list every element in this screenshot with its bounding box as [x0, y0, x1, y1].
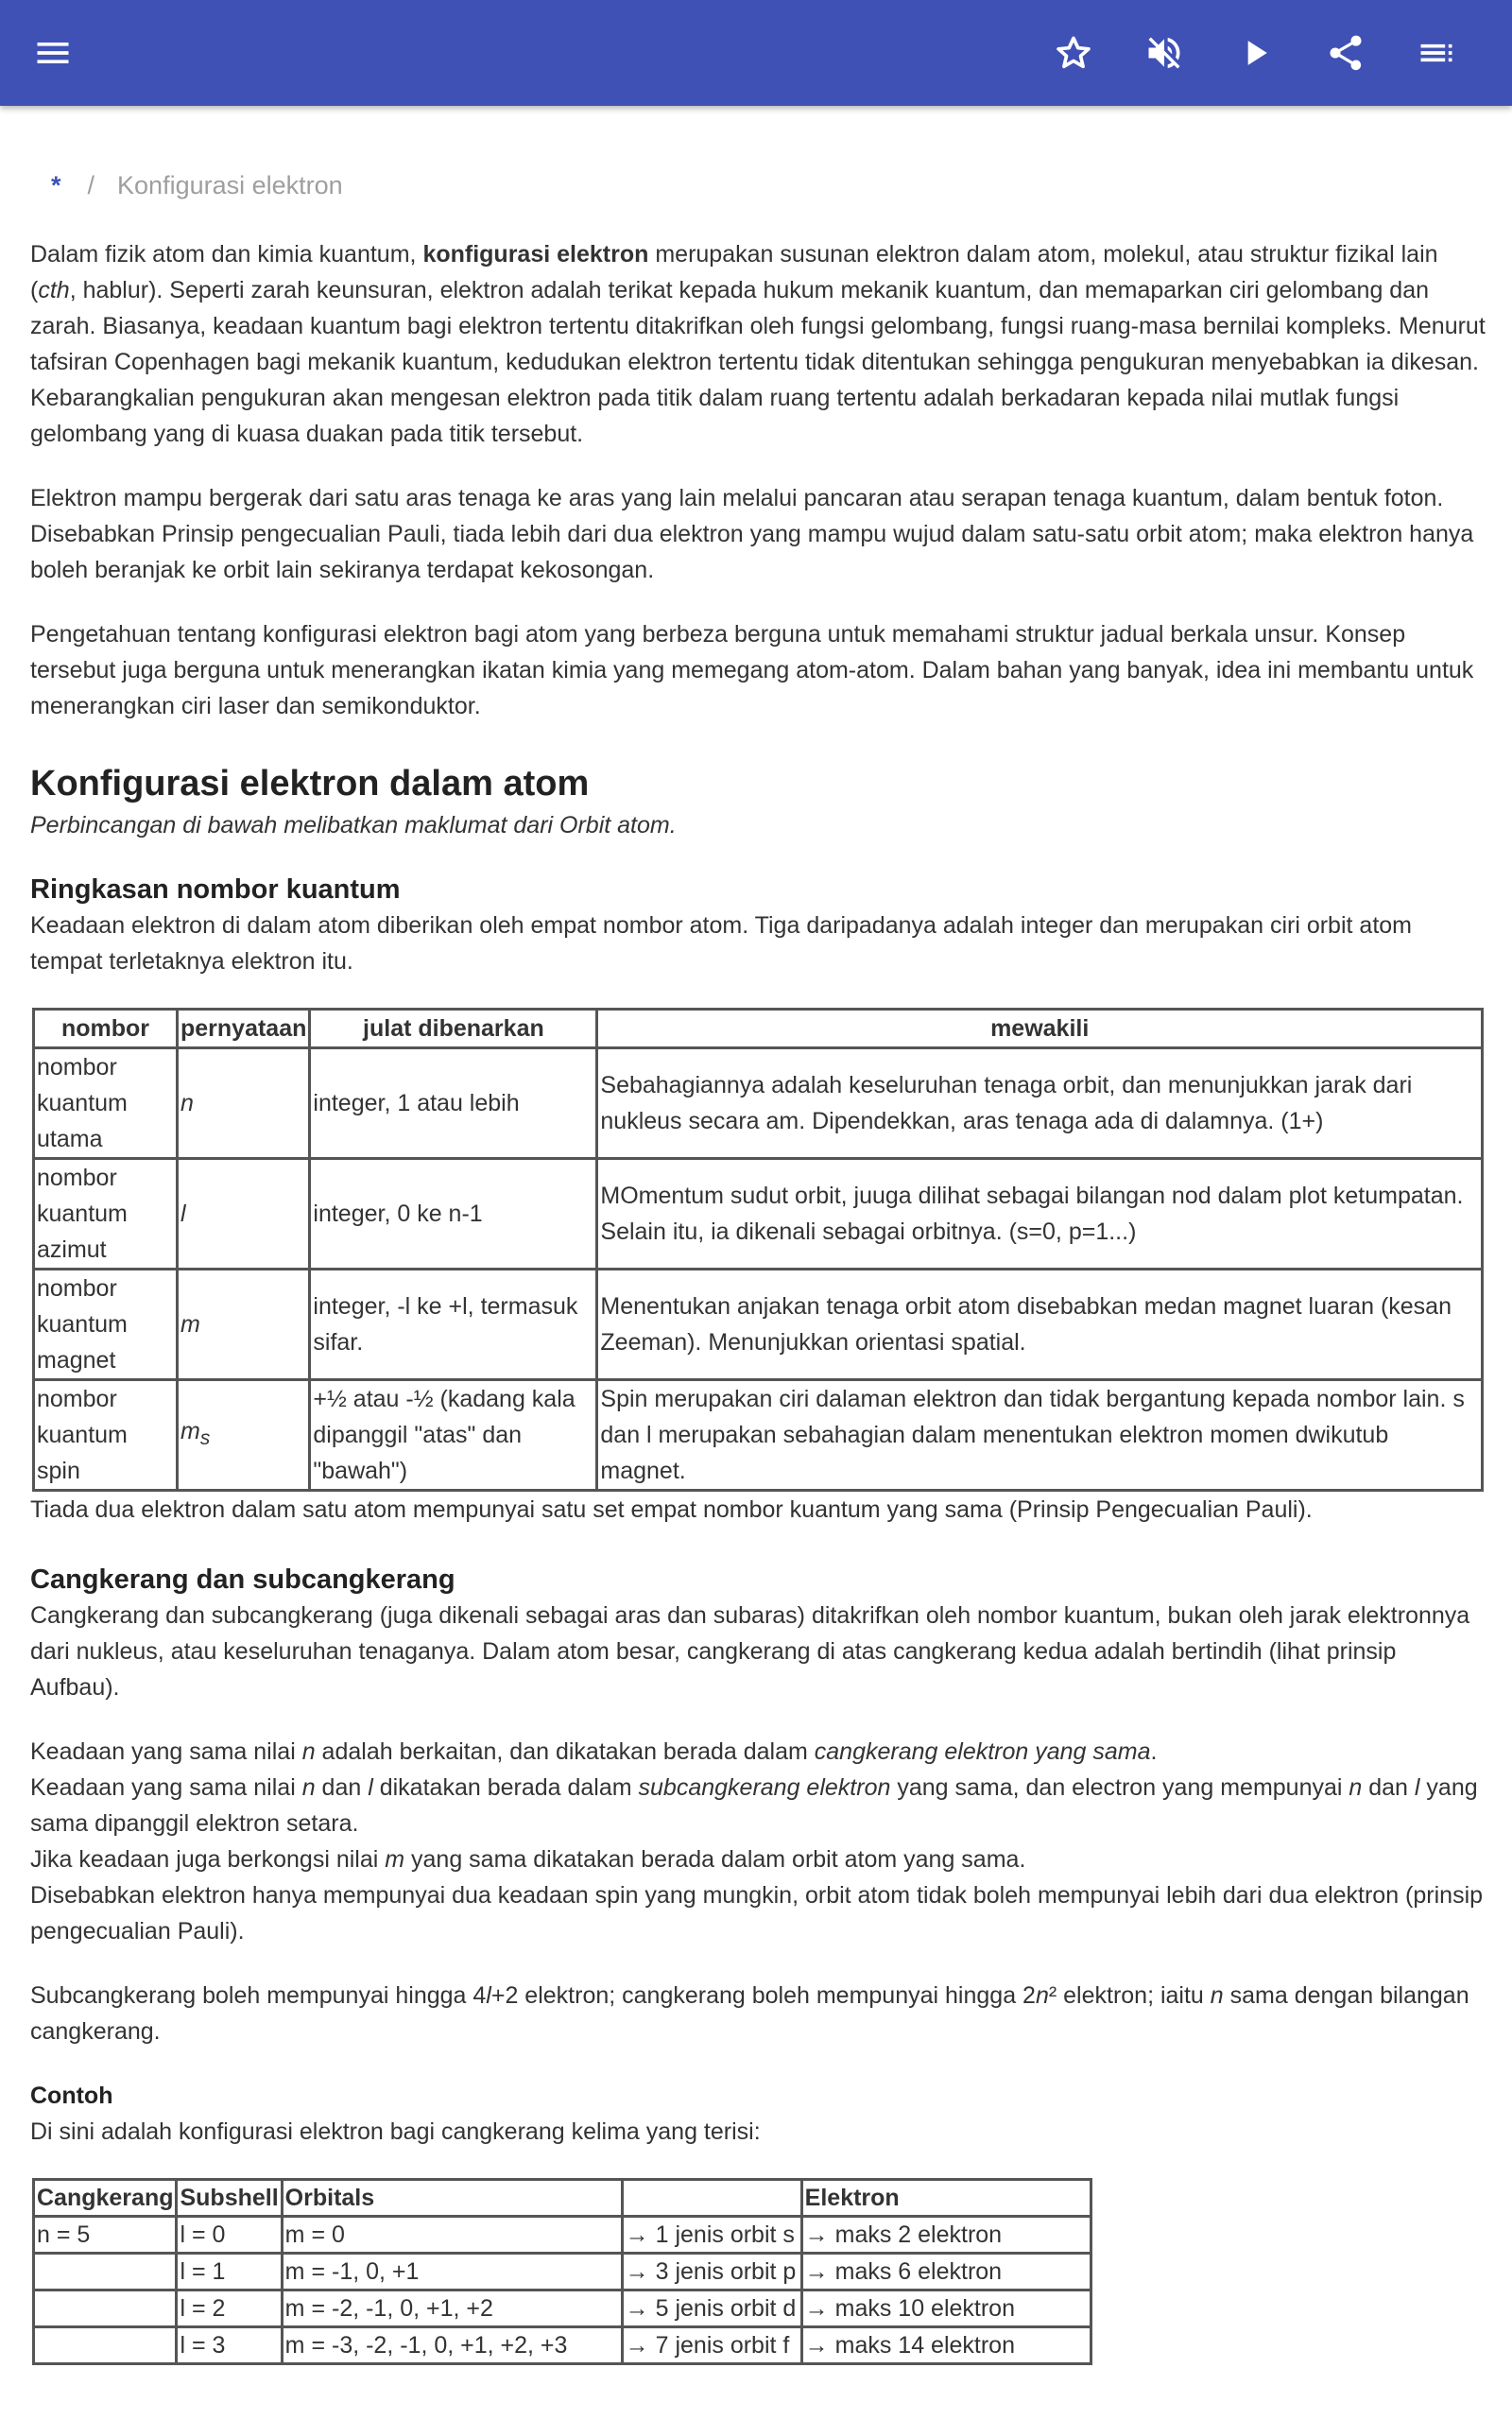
table-cell: → 1 jenis orbit s [622, 2217, 801, 2254]
shells-paragraph: Cangkerang dan subcangkerang (juga dikenali sebagai aras dan subaras) ditakrifkan oleh nombor kuantum, bukan oleh jarak elektronnya dari nukleus, atau keseluruhan tenaganya. Dalam atom besar, cangkerang di atas cangkerang kedua adalah bertindih (lihat prinsip Aufbau). [30, 1602, 1470, 1701]
table-cell: integer, -l ke +l, termasuk sifar. [310, 1270, 597, 1380]
table-cell: → maks 6 elektron [801, 2254, 1091, 2290]
table-cell: → maks 14 elektron [801, 2327, 1091, 2364]
intro-paragraph-2: Elektron mampu bergerak dari satu aras tenaga ke aras yang lain melalui pancaran atau serapan tenaga kuantum, dalam bentuk foton. Disebabkan Prinsip pengecualian Pauli, tiada lebih dari dua elektron yang mampu wujud dalam satu-satu orbit atom; maka elektron hanya boleh beranjak ke orbit lain sekiranya terdapat kekosongan. [30, 485, 1474, 583]
table-cell: l = 3 [177, 2327, 282, 2364]
table-header-row [34, 1010, 1483, 1048]
table-header: julat dibenarkan [310, 1010, 597, 1048]
section-heading: Konfigurasi elektron dalam atom [30, 764, 590, 804]
intro-paragraph: Dalam fizik atom dan kimia kuantum, konfigurasi elektron merupakan susunan elektron dalam atom, molekul, atau struktur fizikal lain (cth, hablur). Seperti zarah keunsuran, elektron adalah terikat kepada hukum mekanik kuantum, dan memaparkan ciri gelombang dan zarah. Biasanya, keadaan kuantum bagi elektron tertentu ditakrifkan oleh fungsi gelombang, fungsi ruang-masa bernilai kompleks. Menurut tafsiran Copenhagen bagi mekanik kuantum, kedudukan elektron tertentu tidak ditentukan sehingga pengukuran menyebabkan ia dikesan. Kebarangkalian pengukuran akan mengesan elektron pada titik dalam ruang tertentu adalah berkadaran kepada nilai mutlak fungsi gelombang yang di kuasa duakan pada titik tersebut. [30, 241, 1486, 447]
share-icon[interactable] [1317, 25, 1374, 81]
breadcrumb-home[interactable]: * [51, 171, 61, 199]
table-cell: n [178, 1048, 310, 1159]
table-cell: l [178, 1159, 310, 1270]
table-row [34, 2327, 1091, 2364]
shells-line-1: Keadaan yang sama nilai n adalah berkaitan, dan dikatakan berada dalam cangkerang elektron yang sama. [30, 1738, 1158, 1765]
table-cell [34, 2290, 177, 2327]
table-cell [34, 2254, 177, 2290]
table-header: Subshell [177, 2180, 282, 2217]
shells-line-3: Jika keadaan juga berkongsi nilai m yang sama dikatakan berada dalam orbit atom yang sama. [30, 1846, 1026, 1873]
table-cell: → 3 jenis orbit p [622, 2254, 801, 2290]
table-cell: l = 0 [177, 2217, 282, 2254]
table-header: Elektron [801, 2180, 1091, 2217]
section-note: Perbincangan di bawah melibatkan maklumat dari Orbit atom. [30, 812, 677, 838]
table-cell: m = -2, -1, 0, +1, +2 [282, 2290, 622, 2327]
table-cell: nombor kuantum azimut [34, 1159, 178, 1270]
table-header: Orbitals [282, 2180, 622, 2217]
table-cell: nombor kuantum utama [34, 1048, 178, 1159]
table-cell: Spin merupakan ciri dalaman elektron dan tidak bergantung kepada nombor lain. s dan l merupakan sebahagian dalam menentukan elektron momen dwikutub magnet. [597, 1380, 1483, 1491]
table-header: nombor [34, 1010, 178, 1048]
table-cell: $m_s$ [178, 1380, 310, 1491]
table-cell: → 5 jenis orbit d [622, 2290, 801, 2327]
table-row [34, 2254, 1091, 2290]
table-cell: integer, 1 atau lebih [310, 1048, 597, 1159]
table-cell: +½ atau -½ (kadang kala dipanggil "atas" dan "bawah") [310, 1380, 597, 1491]
table-header: mewakili [597, 1010, 1483, 1048]
article [30, 106, 1486, 2365]
table-cell: Sebahagiannya adalah keseluruhan tenaga orbit, dan menunjukkan jarak dari nukleus secara am. Dipendekkan, aras tenaga ada di dalamnya. (1+) [597, 1048, 1483, 1159]
table-row [34, 1159, 1483, 1270]
table-cell: m = -3, -2, -1, 0, +1, +2, +3 [282, 2327, 622, 2364]
example-table [32, 2178, 1092, 2365]
play-icon[interactable] [1227, 25, 1283, 81]
table-row [34, 2290, 1091, 2327]
intro-paragraph-3: Pengetahuan tentang konfigurasi elektron bagi atom yang berbeza berguna untuk memahami struktur jadual berkala unsur. Konsep tersebut juga berguna untuk menerangkan ikatan kimia yang memegang atom-atom. Dalam bahan yang banyak, idea ini membantu untuk menerangkan ciri laser dan semikonduktor. [30, 621, 1474, 719]
table-cell: m = 0 [282, 2217, 622, 2254]
table-cell: Menentukan anjakan tenaga orbit atom disebabkan medan magnet luaran (kesan Zeeman). Menunjukkan orientasi spatial. [597, 1270, 1483, 1380]
table-header-row [34, 2180, 1091, 2217]
table-cell: integer, 0 ke n-1 [310, 1159, 597, 1270]
table-cell: m = -1, 0, +1 [282, 2254, 622, 2290]
table-row [34, 1380, 1483, 1491]
table-header [622, 2180, 801, 2217]
example-description: Di sini adalah konfigurasi elektron bagi cangkerang kelima yang terisi: [30, 2118, 761, 2145]
example-heading: Contoh [30, 2083, 113, 2109]
quantum-description: Keadaan elektron di dalam atom diberikan oleh empat nombor atom. Tiga daripadanya adalah integer dan merupakan ciri orbit atom tempat terletaknya elektron itu. [30, 912, 1412, 975]
table-row [34, 1270, 1483, 1380]
table-header: pernyataan [178, 1010, 310, 1048]
table-cell: → maks 10 elektron [801, 2290, 1091, 2327]
table-cell: nombor kuantum magnet [34, 1270, 178, 1380]
app-bar [0, 0, 1512, 106]
breadcrumb [51, 168, 1486, 202]
table-cell: nombor kuantum spin [34, 1380, 178, 1491]
shells-paragraph-3: Subcangkerang boleh mempunyai hingga 4l+2 elektron; cangkerang boleh mempunyai hingga 2n² elektron; iaitu n sama dengan bilangan cangkerang. [30, 1982, 1469, 2045]
quantum-numbers-table [32, 1008, 1484, 1492]
table-cell: n = 5 [34, 2217, 177, 2254]
mute-icon[interactable] [1136, 25, 1193, 81]
bold-term: konfigurasi elektron [422, 241, 649, 268]
table-cell: l = 2 [177, 2290, 282, 2327]
subsection-heading-quantum: Ringkasan nombor kuantum [30, 874, 401, 905]
table-row [34, 1048, 1483, 1159]
star-icon[interactable] [1045, 25, 1102, 81]
table-header: Cangkerang [34, 2180, 177, 2217]
shells-line-2: Keadaan yang sama nilai n dan l dikatakan berada dalam subcangkerang elektron yang sama, dan electron yang mempunyai n dan l yang sama dipanggil elektron setara. [30, 1774, 1478, 1837]
toc-icon[interactable] [1408, 25, 1465, 81]
breadcrumb-separator: / [87, 171, 95, 199]
table-cell: m [178, 1270, 310, 1380]
subsection-heading-shells: Cangkerang dan subcangkerang [30, 1564, 455, 1595]
table-footnote: Tiada dua elektron dalam satu atom mempunyai satu set empat nombor kuantum yang sama (Prinsip Pengecualian Pauli). [30, 1496, 1313, 1523]
table-row [34, 2217, 1091, 2254]
menu-icon[interactable] [25, 25, 81, 81]
shells-line-4: Disebabkan elektron hanya mempunyai dua keadaan spin yang mungkin, orbit atom tidak boleh mempunyai lebih dari dua elektron (prinsip pengecualian Pauli). [30, 1882, 1484, 1945]
table-cell: → 7 jenis orbit f [622, 2327, 801, 2364]
table-cell [34, 2327, 177, 2364]
breadcrumb-current: Konfigurasi elektron [117, 171, 343, 199]
table-cell: MOmentum sudut orbit, juuga dilihat sebagai bilangan nod dalam plot ketumpatan. Selain itu, ia dikenali sebagai orbitnya. (s=0, p=1...) [597, 1159, 1483, 1270]
table-cell: → maks 2 elektron [801, 2217, 1091, 2254]
table-cell: l = 1 [177, 2254, 282, 2290]
